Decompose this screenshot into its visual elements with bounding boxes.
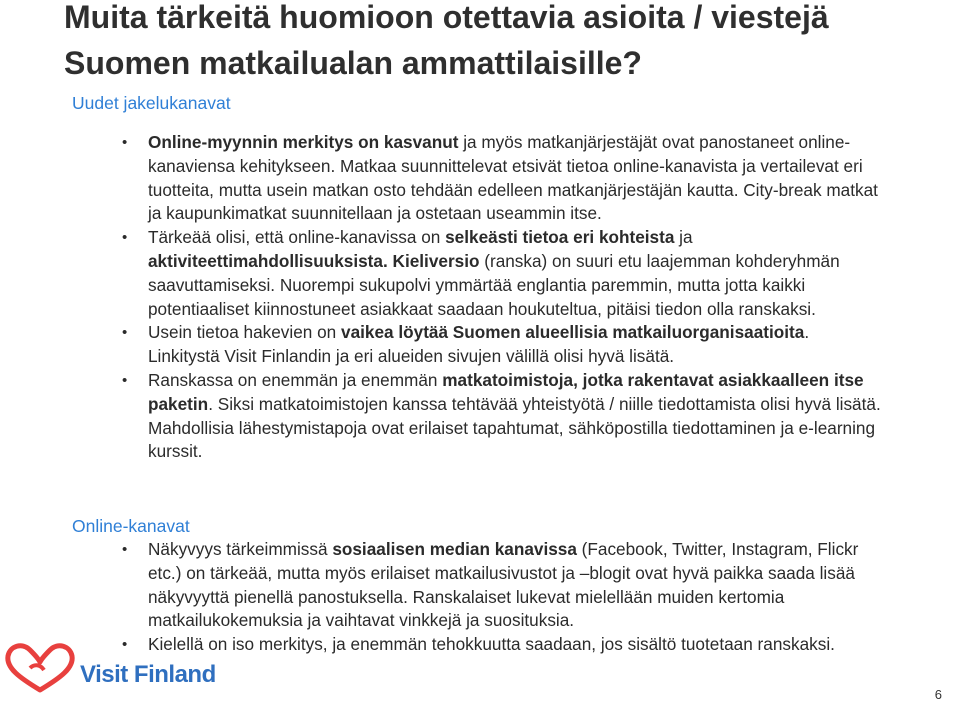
bullet-list-jakelukanavat xyxy=(122,131,882,464)
bold-text-run: vaikea löytää Suomen alueellisia matkailuorganisaatioita xyxy=(341,322,805,343)
text-run: (Facebook, Twitter, Instagram, Flickr etc.) on tärkeää, mutta myös erilaiset matkailusivustot ja –blogit ovat hyvä paikka saada lisää näkyvyyttä pienellä panostuksella. Ranskalaiset lukevat mielellään muiden kertomia matkailukokemuksia ja vaihtavat vinkkejä ja suosituksia. xyxy=(148,539,859,631)
bold-text-run: sosiaalisen median kanavissa xyxy=(332,539,577,559)
text-run: Ranskassa on enemmän ja enemmän xyxy=(148,369,443,390)
text-run: . Linkitystä Visit Finlandin ja eri alueiden sivujen välillä olisi hyvä lisätä. xyxy=(148,322,810,367)
section-heading-online-kanavat: Online-kanavat xyxy=(72,516,190,536)
bold-text-run: Kieliversio xyxy=(392,250,480,271)
bold-text-run: matkatoimistoja, jotka rakentavat asiakkaalleen itse paketin xyxy=(148,369,864,414)
text-run: . Siksi matkatoimistojen kanssa tehtävää yhteistyötä / niille tiedottamista olisi hyvä lisätä. Mahdollisia lähestymistapoja ovat erilaiset tapahtumat, sähköpostilla tiedottaminen ja e-learning kurssit. xyxy=(148,393,881,462)
bold-text-run: aktiviteettimahdollisuuksista. xyxy=(148,250,388,271)
section-heading-jakelukanavat: Uudet jakelukanavat xyxy=(72,93,231,113)
bullet-item xyxy=(122,369,882,464)
slide-title: Muita tärkeitä huomioon otettavia asioita / viestejä Suomen matkailualan ammattilaisille? xyxy=(64,0,829,81)
bullet-item xyxy=(122,321,882,369)
bold-text-run: selkeästi tietoa eri kohteista xyxy=(445,227,675,248)
text-run: Kielellä on iso merkitys, ja enemmän tehokkuutta saadaan, jos sisältö tuotetaan ranskaksi. xyxy=(148,634,835,655)
text-run: Näkyvyys tärkeimmissä xyxy=(148,539,333,559)
text-run: ja myös matkanjärjestäjät ovat panostaneet online-kanaviensa kehitykseen. Matkaa suunnittelevat etsivät tietoa online-kanavista ja vertailevat eri tuotteita, mutta usein matkan osto tehdään edelleen matkanjärjestäjän kautta. City-break matkat ja kaupunkimatkat suunnitellaan ja ostetaan useammin itse. xyxy=(148,132,878,224)
bullet-item xyxy=(122,538,882,633)
text-run: Usein tietoa hakevien on xyxy=(148,322,342,343)
page-number: 6 xyxy=(934,687,942,702)
bullet-item xyxy=(122,226,882,321)
bold-text-run: Online-myynnin merkitys on kasvanut xyxy=(148,132,459,152)
text-run: ja xyxy=(674,227,693,248)
logo-text: Visit Finland xyxy=(80,661,216,688)
text-run: (ranska) on suuri etu laajemman kohderyhmän saavuttamiseksi. Nuorempi sukupolvi ymmärtää englantia paremmin, mutta jotta kaikki potentiaaliset kiinnostuneet asiakkaat saadaan houkuteltua, pitäisi tiedon olla ranskaksi. xyxy=(148,250,840,319)
bullet-item xyxy=(122,131,882,226)
text-run: Tärkeää olisi, että online-kanavissa on xyxy=(148,227,446,248)
